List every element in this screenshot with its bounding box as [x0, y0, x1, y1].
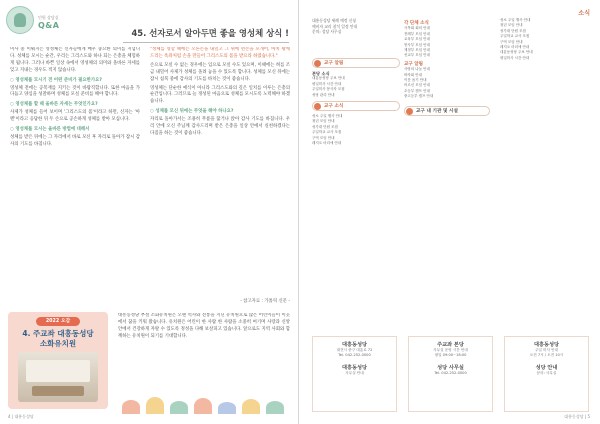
paragraph: 사제가 성체를 들어 보이며 '그리스도의 몸'이라고 하면, 신자는 '아멘'이라고 응답한 뒤 두 손으로 공손하게 성체를 받아 모십니다. [10, 110, 140, 123]
column-logo [6, 6, 76, 36]
logo-qa: Q&A [38, 21, 60, 30]
article-column-2 [150, 47, 290, 297]
left-page [0, 0, 299, 424]
paragraph: 자리로 돌아가서는 조용히 무릎을 꿇거나 앉아 감사 기도를 바칩니다. 우리 안에 오신 주님께 감사드리며 받은 은총을 일상 안에서 실천하겠다는 다짐을 하는 것이 좋습니다. [150, 117, 290, 136]
logo-subtitle: 민원 상담실 [38, 15, 59, 20]
page-folio-left: 4 | 대흥동성당 [8, 414, 34, 419]
feature-badge: 2022 오감 [36, 317, 80, 326]
paragraph: 미사 중 이뤄지는 영성체는 신자들에게 매우 중요한 의미를 지닙니다. 성체를 모시는 순간, 우리는 그리스도와 하나 되는 은총을 체험하게 됩니다. 그러나 바쁜 일상 속에서 영성체의 의미와 올바른 자세를 잊고 지내는 경우도 적지 않습니다. [10, 47, 140, 73]
question-heading: ○ 성체를 모신 뒤에는 무엇을 해야 하나요? [150, 109, 234, 115]
feature-card [8, 312, 108, 409]
feature-title-1: 4. 주교좌 대흥동성당 [22, 329, 94, 338]
article-headline: 45. 선자로서 알아두면 좋을 영성체 상식 ! [123, 27, 289, 43]
feature-text: 대흥동성당 부설 소화유치원은 오랜 역사와 전통을 지닌 유치원으로 많은 어린이들이 이곳에서 꿈을 키워 왔습니다. 유치원은 어린이 한 사람 한 사람을 소중히 여기며 사랑과 신앙 안에서 건강하게 자랄 수 있도록 정성을 다해 보살피고 있습니다. 앞으로도 지역 사회와 함께하는 유치원이 되기를 기대합니다. [118, 313, 290, 339]
paragraph: 성체를 받은 뒤에는 그 자리에서 바로 모신 후 자리로 돌아가 잠시 감사의 기도를 바칩니다. [10, 134, 140, 147]
right-page [300, 0, 600, 424]
children-illustration [116, 396, 292, 414]
seal-icon [6, 6, 34, 34]
paragraph: "성체를 영할 때에는 오른손을 내밀고 그 위에 왼손을 포개어, 마치 왕께 드리는 옥좌처럼 손을 만들어 그리스도의 몸을 받으라 하였습니다." [150, 47, 290, 59]
facility-pill: 교구 내 기관 및 시설 [404, 106, 490, 116]
article-source: - 참고자료 : 가톨릭 신문 - [240, 299, 290, 304]
question-heading: ○ 영성체를 모시는 올바른 방법에 대해서 [10, 127, 90, 133]
notice-pill: 교구 알림 [312, 58, 400, 68]
top-notice: 대흥동성당 세례 예정 신청 예비자 교리 참석 일정 안내 문의: 성당 사무실 [312, 18, 358, 35]
paragraph: 손으로 모실 수 없는 경우에는 입으로 모실 수도 있으며, 이때에는 혀를 조금 내밀어 사제가 성체를 올려 놓을 수 있도록 합니다. 성체를 모신 뒤에는 잠시 침묵 중에 감사의 기도를 바치는 것이 좋습니다. [150, 62, 290, 82]
paragraph: 영성체 전에는 공복재를 지키는 것이 바람직합니다. 또한 마음을 가다듬고 양심을 성찰하며 성체를 모실 준비를 해야 합니다. [10, 85, 140, 98]
question-heading: ○ 영성체를 모시기 전 어떤 준비가 필요한가요? [10, 77, 102, 83]
bullet-icon [406, 108, 413, 115]
contact-box-3: 대흥동성당 주일 미사 안내 오전 7시 / 오전 10시 성당 안내 문의: 사무실 [504, 336, 589, 412]
article-column-1 [10, 47, 140, 252]
news-column-1: 교구 알림 본당 소식 대흥동성당 주보 안내 평일미사 시간 안내 주일미사 봉사자 모집 성당 관리 안내 교구 소식 성소 주일 행사 안내 청년 모임 안내 성가대 단원 모집 주일학교 교사 모집 구역 모임 안내 레지오 마리애 안내 [312, 55, 400, 335]
notice-pill-2: 교구 소식 [312, 101, 400, 111]
section-title: 소식 [578, 10, 590, 17]
bullet-icon [314, 103, 321, 110]
kindergarten-photo [18, 352, 98, 402]
contact-box-2: 주교좌 본당 사무실 운영 시간 안내 평일 09:00~18:00 성당 사무실 Tel. 042-252-0000 [408, 336, 493, 412]
page-folio-right: 대흥동성당 | 5 [564, 414, 590, 419]
question-heading: ○ 영성체를 할 때 올바른 자세는 무엇인가요? [10, 102, 98, 108]
news-column-2: 각 단체 소식 사목회 회의 안내 전례부 모임 안내 교육부 모임 안내 봉사부 모임 안내 재정부 모임 안내 선교부 모임 안내 교구 알림 사랑의 나눔 안내 바자회 안내 이웃 돕기 안내 어르신 모임 안내 초등부 캠프 안내 중고등부 캠프 안내 교구 내 기관 및 시설 [404, 18, 496, 336]
feature-title-2: 소화유치원 [39, 339, 77, 348]
paragraph: 영성체는 단순한 예식이 아니라 그리스도와의 깊은 일치를 이루는 은총의 순간입니다. 그러므로 늘 정성된 마음으로 성체를 모시도록 노력해야 하겠습니다. [150, 85, 290, 105]
news-column-3: 성소 주일 행사 안내 청년 모임 안내 성가대 단원 모집 주일학교 교사 모집 구역 모임 안내 레지오 마리애 안내 대흥동성당 주보 안내 평일미사 시간 안내 [500, 18, 533, 60]
contact-box-1: 대흥동성당 대전시 중구 대흥로 72 Tel. 042-252-0000 대흥동성당 사무실 안내 [312, 336, 397, 412]
bullet-icon [314, 60, 321, 67]
